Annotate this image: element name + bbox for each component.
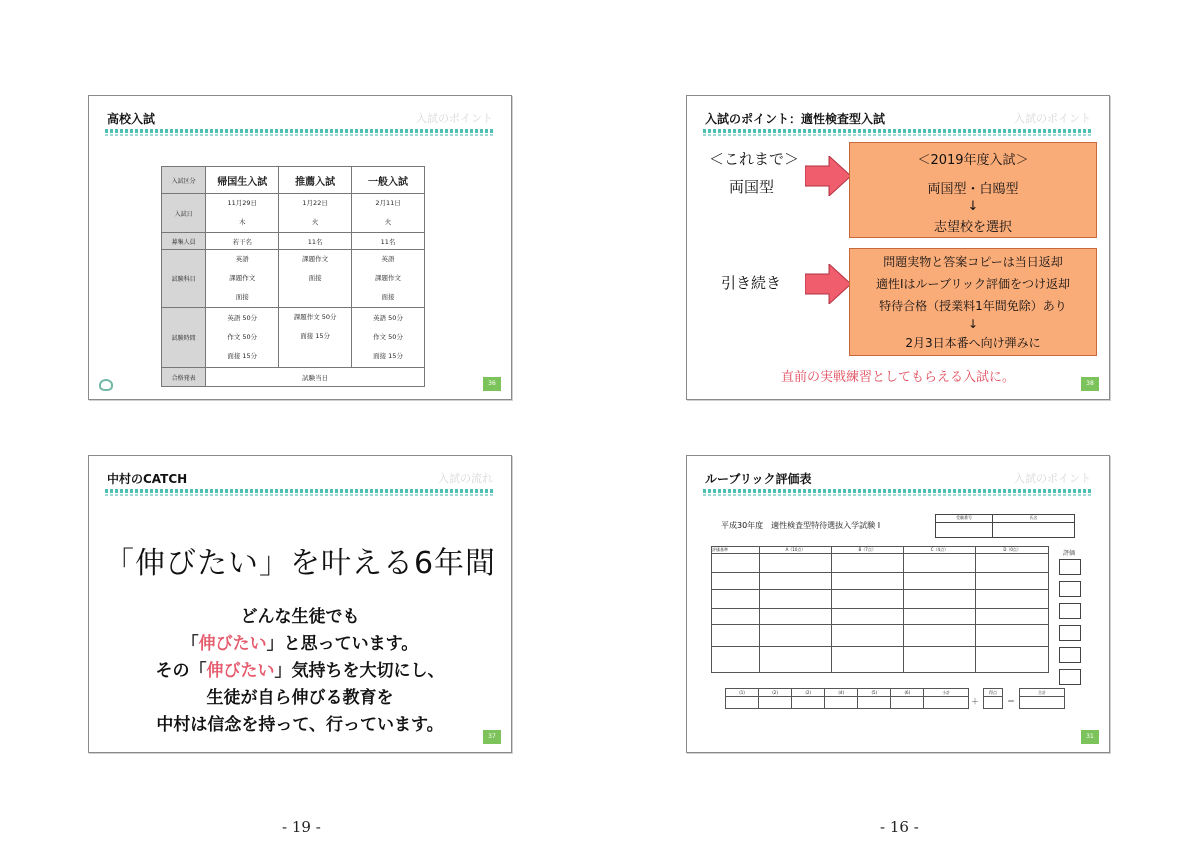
bleed-through-text: 入試のポイント bbox=[1014, 472, 1091, 485]
table-cell: 試験当日 bbox=[206, 368, 425, 387]
title-rule bbox=[105, 129, 495, 133]
page-number: 37 bbox=[483, 730, 501, 744]
before-label: ＜これまで＞ bbox=[709, 150, 800, 168]
table-cell: 課題作文 50分 面接 15分 bbox=[279, 308, 352, 368]
arrow-right-icon bbox=[805, 156, 851, 196]
title-rule bbox=[703, 129, 1093, 133]
message-line-3: その「伸びたい」気持ちを大切にし、 bbox=[155, 661, 445, 681]
exam-table bbox=[161, 166, 425, 387]
score-box bbox=[1059, 669, 1081, 685]
title-rule-thin bbox=[105, 134, 495, 136]
school-logo-icon bbox=[99, 379, 113, 391]
new-exam-box: ＜2019年度入試＞ 両国型・白鴎型 ↓ 志望校を選択 bbox=[849, 142, 1097, 238]
page-number: 31 bbox=[1081, 730, 1099, 744]
highlight-text: 伸びたい bbox=[198, 634, 267, 654]
table-cell: 英語 課題作文 面接 bbox=[206, 250, 279, 308]
title-rule-thin bbox=[703, 494, 1093, 496]
slide-catch bbox=[88, 455, 512, 753]
continued-benefits-box: 問題実物と答案コピーは当日返却 適性Ⅰはルーブリック評価をつけ返却 特待合格（授業料1年間免除）あり ↓ 2月3日本番へ向け弾みに bbox=[849, 248, 1097, 356]
row-label: 入試日 bbox=[162, 194, 206, 233]
highlight-text: 伸びたい bbox=[206, 661, 275, 681]
slide-title: 高校入試 bbox=[107, 112, 156, 126]
score-cell: 得点 bbox=[983, 688, 1003, 709]
bleed-through-text: 入試のポイント bbox=[416, 112, 493, 125]
score-box bbox=[1059, 559, 1081, 575]
row-label: 試験科目 bbox=[162, 250, 206, 308]
score-box bbox=[1059, 581, 1081, 597]
rubric-doc-title: 平成30年度 適性検査型特待選抜入学試験 Ⅰ bbox=[721, 521, 881, 530]
table-cell: 課題作文 面接 bbox=[279, 250, 352, 308]
bleed-through-text: 入試の流れ bbox=[438, 472, 493, 485]
slide-title: ルーブリック評価表 bbox=[705, 472, 812, 486]
total-cell: 合計 bbox=[1019, 688, 1065, 709]
message-line-5: 中村は信念を持って、行っています。 bbox=[156, 715, 444, 735]
arrow-right-icon bbox=[805, 264, 851, 304]
score-box bbox=[1059, 647, 1081, 663]
id-name-box bbox=[935, 514, 1075, 538]
header-label: 入試区分 bbox=[162, 167, 206, 194]
title-rule-thin bbox=[703, 134, 1093, 136]
bleed-through-text: 入試のポイント bbox=[1014, 112, 1091, 125]
title-rule-thin bbox=[105, 494, 495, 496]
page-footer-left: - 19 - bbox=[282, 818, 321, 836]
slide-footer-message: 直前の実戦練習としてもらえる入試に。 bbox=[780, 370, 1015, 385]
page-number: 36 bbox=[483, 377, 501, 391]
left-label-1: 両国型 bbox=[729, 178, 775, 196]
table-cell: 11名 bbox=[279, 233, 352, 250]
plus-sign: ＋ bbox=[971, 697, 979, 706]
slide-rubric bbox=[686, 455, 1110, 753]
slide-title: 入試のポイント：適性検査型入試 bbox=[705, 112, 886, 126]
table-cell: 若干名 bbox=[206, 233, 279, 250]
title-rule bbox=[105, 489, 495, 493]
slide-exam-points bbox=[686, 95, 1110, 400]
table-cell: 11月29日 木 bbox=[206, 194, 279, 233]
slogan: 「伸びたい」を叶える6年間 bbox=[103, 546, 497, 581]
rubric-table: 評価基準 A（10点） B（7点） C（4点） D（0点） bbox=[711, 546, 1049, 673]
score-box bbox=[1059, 625, 1081, 641]
table-cell: 2月11日 火 bbox=[352, 194, 425, 233]
name-label: 氏名 bbox=[993, 515, 1074, 523]
message-line-2: 「伸びたい」と思っています。 bbox=[181, 634, 419, 654]
equals-sign: ＝ bbox=[1007, 697, 1015, 706]
table-cell: 1月22日 火 bbox=[279, 194, 352, 233]
left-label-2: 引き続き bbox=[721, 274, 782, 292]
score-box bbox=[1059, 603, 1081, 619]
eval-label: 評価 bbox=[1063, 550, 1076, 557]
table-cell: 英語 50分 作文 50分 面接 15分 bbox=[352, 308, 425, 368]
title-rule bbox=[703, 489, 1093, 493]
row-label: 合格発表 bbox=[162, 368, 206, 387]
column-header: 推薦入試 bbox=[279, 167, 352, 194]
row-label: 募集人員 bbox=[162, 233, 206, 250]
column-header: 帰国生入試 bbox=[206, 167, 279, 194]
table-cell: 11名 bbox=[352, 233, 425, 250]
slide-high-school-exam bbox=[88, 95, 512, 400]
table-cell: 英語 課題作文 面接 bbox=[352, 250, 425, 308]
page-number: 38 bbox=[1081, 377, 1099, 391]
subtotal-row: (1) (2) (2) (4) (5) (6) 小計 bbox=[725, 688, 969, 709]
page-footer-right: - 16 - bbox=[880, 818, 919, 836]
message-line-4: 生徒が自ら伸びる教育を bbox=[206, 688, 394, 708]
slide-title: 中村のCATCH bbox=[107, 472, 188, 486]
message-line-1: どんな生徒でも bbox=[240, 607, 360, 627]
table-cell: 英語 50分 作文 50分 面接 15分 bbox=[206, 308, 279, 368]
id-label: 受験番号 bbox=[936, 515, 993, 523]
row-label: 試験時間 bbox=[162, 308, 206, 368]
column-header: 一般入試 bbox=[352, 167, 425, 194]
